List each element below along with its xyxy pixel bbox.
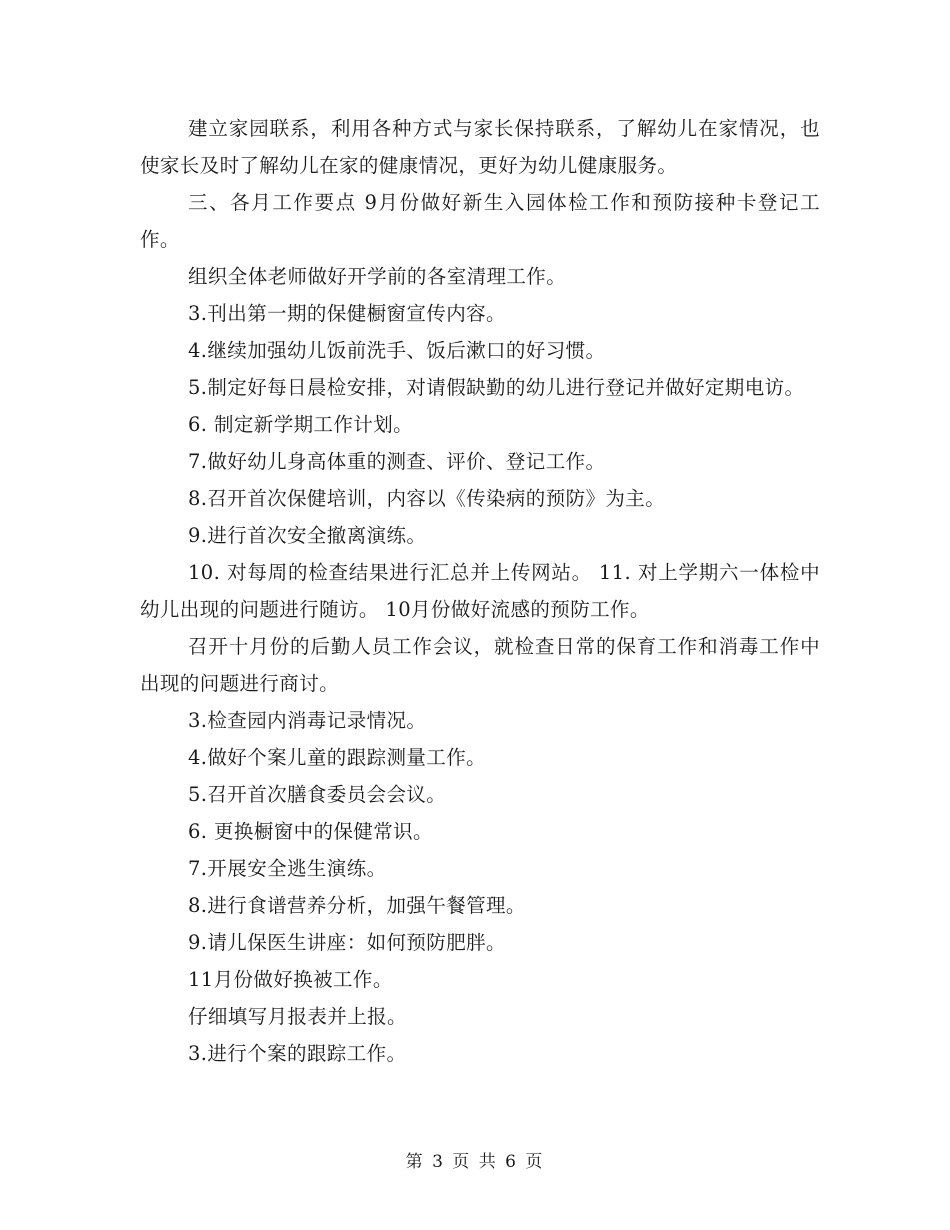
paragraph: 建立家园联系，利用各种方式与家长保持联系，了解幼儿在家情况，也使家长及时了解幼儿在家的健康情况，更好为幼儿健康服务。 [140,117,820,177]
paragraph: 4.做好个案儿童的跟踪测量工作。 [188,746,487,769]
paragraph: 5.制定好每日晨检安排，对请假缺勤的幼儿进行登记并做好定期电访。 [188,376,805,399]
paragraph: 3.检查园内消毒记录情况。 [188,709,427,732]
document-body [140,110,820,1072]
paragraph: 3.进行个案的跟踪工作。 [188,1042,407,1065]
paragraph: 召开十月份的后勤人员工作会议，就检查日常的保育工作和消毒工作中出现的问题进行商讨。 [140,635,820,695]
paragraph: 6. 制定新学期工作计划。 [188,413,414,436]
paragraph: 9.进行首次安全撤离演练。 [188,524,427,547]
paragraph: 三、各月工作要点 9月份做好新生入园体检工作和预防接种卡登记工作。 [140,191,820,251]
paragraph: 组织全体老师做好开学前的各室清理工作。 [188,265,567,288]
paragraph: 10. 对每周的检查结果进行汇总并上传网站。 11. 对上学期六一体检中幼儿出现的问题进行随访。 10月份做好流感的预防工作。 [140,561,820,621]
paragraph: 6. 更换橱窗中的保健常识。 [188,820,433,843]
paragraph: 4.继续加强幼儿饭前洗手、饭后漱口的好习惯。 [188,339,606,362]
paragraph: 8.进行食谱营养分析，加强午餐管理。 [188,894,526,917]
page-number-footer: 第 3 页 共 6 页 [405,1152,545,1172]
paragraph: 3.刊出第一期的保健橱窗宣传内容。 [188,302,506,325]
paragraph: 7.做好幼儿身高体重的测查、评价、登记工作。 [188,450,606,473]
paragraph: 8.召开首次保健培训，内容以《传染病的预防》为主。 [188,487,666,510]
paragraph: 5.召开首次膳食委员会会议。 [188,783,447,806]
paragraph: 仔细填写月报表并上报。 [188,1005,407,1028]
paragraph: 7.开展安全逃生演练。 [188,857,387,880]
paragraph: 11月份做好换被工作。 [188,968,393,991]
paragraph: 9.请儿保医生讲座：如何预防肥胖。 [188,931,506,954]
